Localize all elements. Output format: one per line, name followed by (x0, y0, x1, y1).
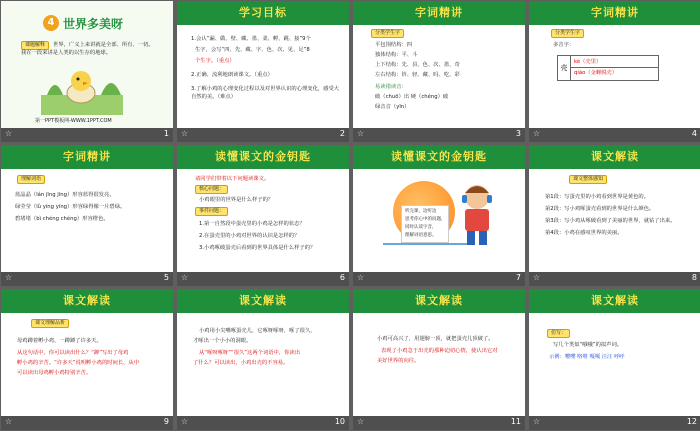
word-line-4: 左右结构：铃、轻、藏、吗、吃、彩 (375, 72, 460, 78)
slide-thumb-4[interactable] (529, 1, 700, 142)
slide-number: 8 (691, 273, 697, 282)
slide-canvas (353, 1, 525, 128)
slide-thumb-7[interactable] (353, 145, 525, 286)
slide-transition-icon: ☆ (181, 417, 189, 426)
slide-number: 4 (691, 129, 697, 138)
chick-illustration (41, 57, 123, 115)
slide-transition-icon: ☆ (5, 417, 13, 426)
slide-transition-icon: ☆ (5, 129, 13, 138)
analysis-line-3: 从“啄呀啄呀”“很久”这两个词语中，你读出 (199, 350, 301, 356)
intro-line-1: 世界，广义上来讲就是全部、所有、一切。 (53, 42, 154, 48)
polyphone-table (557, 55, 659, 81)
slide-thumb-8[interactable] (529, 145, 700, 286)
slide-footer (353, 128, 525, 142)
polyphone-char: 壳 (558, 56, 571, 80)
slide-transition-icon: ☆ (181, 273, 189, 282)
slide-grid (1, 1, 699, 430)
analysis-line-3: 美好世界的向往。 (377, 358, 420, 364)
slide-canvas (1, 145, 173, 272)
word-line-6: 破（chuō）出 硬（chéng）破 (375, 94, 449, 100)
slide-transition-icon: ☆ (181, 129, 189, 138)
analysis-line-1: 小鸡可高兴了，用翅膀一顶，就把蛋壳儿顶破了。 (377, 336, 494, 342)
analysis-line-2: 从这句话中，你可以读出什么？“蹲”写出了母鸡 (17, 350, 129, 356)
analysis-line-4: 了什么？可以读出，小鸡出壳的不容易。 (193, 360, 289, 366)
pronunciation-2: qiào（金蝉脱壳） (574, 70, 618, 76)
slide-canvas (353, 289, 525, 416)
paragraph-summary-4: 第4段：小鸡在感叹世界的美丽。 (545, 230, 623, 236)
slide-number: 7 (515, 273, 521, 282)
goal-line-1: 1.会认“漏、做、壁、藏、墨、柔、孵、跳、接”9个 (191, 36, 311, 42)
section-tag: 理解词语 (17, 175, 45, 184)
slide-footer (353, 272, 525, 286)
slide-title: 读懂课文的金钥匙 (391, 150, 487, 163)
word-line-7: 绿音音（yīn） (375, 104, 410, 110)
paragraph-summary-2: 第2段：写小鸡啄蛋壳看到的世界是什么颜色。 (545, 206, 655, 212)
slide-number: 10 (334, 417, 345, 426)
lesson-number-badge: 4 (43, 15, 59, 31)
slide-transition-icon: ☆ (533, 129, 541, 138)
analysis-line-2: 才啄出一个小小的洞眼。 (193, 338, 252, 344)
event-question-tag: 事件问题： (195, 207, 228, 216)
paragraph-summary-1: 第1段：写蛋壳里的小鸡看到世界是黄色的。 (545, 194, 650, 200)
goal-line-3: 个生字。（重点） (195, 58, 235, 64)
section-tag: 分类学生字 (551, 29, 584, 38)
slide-title: 学习目标 (239, 6, 287, 19)
pronunciation-1: ké（壳里） (574, 59, 602, 65)
slide-transition-icon: ☆ (533, 417, 541, 426)
slide-footer (177, 272, 349, 286)
slide-thumb-10[interactable] (177, 289, 349, 430)
slide-footer (1, 416, 173, 430)
slide-thumb-3[interactable] (353, 1, 525, 142)
slide-transition-icon: ☆ (357, 417, 365, 426)
bubble-line-1: 听完课，边听边 (405, 209, 437, 214)
event-question-3: 3.小鸡啄破蛋壳后看到的世界具体是什么样子的？ (199, 245, 316, 251)
intro-line-2: 我在一段来讲是人类的以生存的地球。 (21, 50, 112, 56)
credit-text: 第一PPT模板网-WWW.1PPT.COM (35, 118, 112, 124)
slide-number: 3 (515, 129, 521, 138)
word-line-2: 独体结构：平、斗 (375, 52, 418, 58)
analysis-line-4: 可以读出母鸡孵小鸡特别辛苦。 (17, 370, 92, 376)
bubble-line-3: 同时认读字音， (405, 225, 437, 230)
slide-number: 9 (163, 417, 169, 426)
slide-transition-icon: ☆ (533, 273, 541, 282)
slide-footer (1, 272, 173, 286)
slide-canvas (529, 145, 700, 272)
intro-tag: 课题解释 (21, 41, 49, 50)
slide-thumb-1[interactable] (1, 1, 173, 142)
word-line-3: 上下结构：先、县、色、次、墨、奇 (375, 62, 460, 68)
slide-thumb-9[interactable] (1, 289, 173, 430)
core-question-tag: 核心问题： (195, 185, 228, 194)
exercise-instruction: 写几个类似“哦哦”的拟声词。 (553, 342, 623, 348)
slide-number: 6 (339, 273, 345, 282)
slide-footer (177, 128, 349, 142)
slide-footer (529, 272, 700, 286)
boy-with-headphones-illustration (457, 181, 497, 247)
slide-canvas (177, 1, 349, 128)
slide-title: 课文解读 (591, 294, 639, 307)
slide-canvas (353, 145, 525, 272)
slide-canvas (529, 1, 700, 128)
analysis-line-3: 孵小鸡的辛苦。“许多天”说明孵小鸡的时间长，从中 (17, 360, 140, 366)
slide-footer (177, 416, 349, 430)
slide-footer (529, 416, 700, 430)
slide-title: 字词精讲 (63, 150, 111, 163)
speech-bubble (401, 205, 449, 243)
event-question-2: 2.在蛋壳里的小鸡对世界的认识是怎样的？ (199, 233, 300, 239)
analysis-line-2: 表现了小鸡急于出壳的那种迫切心情，使认出它对 (381, 348, 498, 354)
slide-transition-icon: ☆ (357, 273, 365, 282)
phrase-line-1: 蓝晶晶（lán jīng jīng）形容蓝得很发亮。 (15, 192, 115, 198)
slide-footer (529, 128, 700, 142)
slide-number: 12 (686, 417, 697, 426)
slide-canvas (177, 289, 349, 416)
slide-title: 课文解读 (239, 294, 287, 307)
slide-number: 5 (163, 273, 169, 282)
slide-thumb-12[interactable] (529, 289, 700, 430)
slide-thumb-2[interactable] (177, 1, 349, 142)
goal-line-2: 生字，会写“四、先、藏、字、色、次、见、足”8 (195, 47, 310, 53)
slide-title: 课文解读 (415, 294, 463, 307)
exercise-example: 示例：嘤嘤 咯咯 嘎嘎 汪汪 呼呼 (549, 354, 625, 360)
slide-canvas (1, 1, 173, 128)
slide-title: 字词精讲 (415, 6, 463, 19)
slide-number: 11 (510, 417, 521, 426)
slide-footer (1, 128, 173, 142)
slide-title: 世界多美呀 (63, 17, 124, 31)
section-tag: 仿写： (547, 329, 570, 338)
instruction-line: 请同学们带着以下问题读课文。 (195, 176, 270, 182)
goal-line-4: 2.正确、流利地朗读课文。（重点） (191, 72, 273, 78)
polyphone-label: 多音字： (553, 42, 575, 48)
slide-thumb-11[interactable] (353, 289, 525, 430)
slide-title: 课文解读 (591, 150, 639, 163)
phrase-line-2: 绿莹莹（lǜ yíng yíng）形容绿得像一片碧绿。 (15, 204, 126, 210)
slide-canvas (177, 145, 349, 272)
goal-line-5: 3.了解小鸡的心理变化过程以及对世界认识的心理变化，感受大自然的美。（难点） (191, 86, 340, 100)
section-tag: 分类学生字 (371, 29, 404, 38)
word-line-5: 易读错读音： (375, 84, 407, 90)
slide-title: 字词精讲 (591, 6, 639, 19)
phrase-line-3: 碧堵堵（bì chéng chéng）形容橙色。 (15, 216, 109, 222)
slide-transition-icon: ☆ (357, 129, 365, 138)
paragraph-summary-3: 第3段：写小鸡从啄破看到了美丽的世界，就钻了出来。 (545, 218, 676, 224)
slide-thumb-6[interactable] (177, 145, 349, 286)
slide-canvas (1, 289, 173, 416)
bubble-line-4: 理解词语意思。 (405, 233, 437, 238)
word-line-1: 平包围结构：四 (375, 42, 413, 48)
bubble-line-2: 思考你心中的问题， (405, 217, 446, 222)
analysis-line-1: 小鸡用小尖嘴啄蛋壳儿，它啄呀啄呀，啄了很久， (199, 328, 316, 334)
core-question: 小鸡眼里的世界是什么样子的？ (199, 197, 274, 203)
slide-transition-icon: ☆ (5, 273, 13, 282)
slide-number: 1 (163, 129, 169, 138)
section-tag: 课文整体感知 (569, 175, 607, 184)
slide-canvas (529, 289, 700, 416)
analysis-line-1: 母鸡蹲着孵小鸡，一蹲蹲了许多天。 (17, 338, 102, 344)
slide-footer (353, 416, 525, 430)
slide-title: 课文解读 (63, 294, 111, 307)
slide-thumb-5[interactable] (1, 145, 173, 286)
section-tag: 课文理解品析 (31, 319, 69, 328)
slide-number: 2 (339, 129, 345, 138)
slide-title: 读懂课文的金钥匙 (215, 150, 311, 163)
event-question-1: 1.第一自然段中蛋壳里的小鸡是怎样的状态？ (199, 221, 305, 227)
